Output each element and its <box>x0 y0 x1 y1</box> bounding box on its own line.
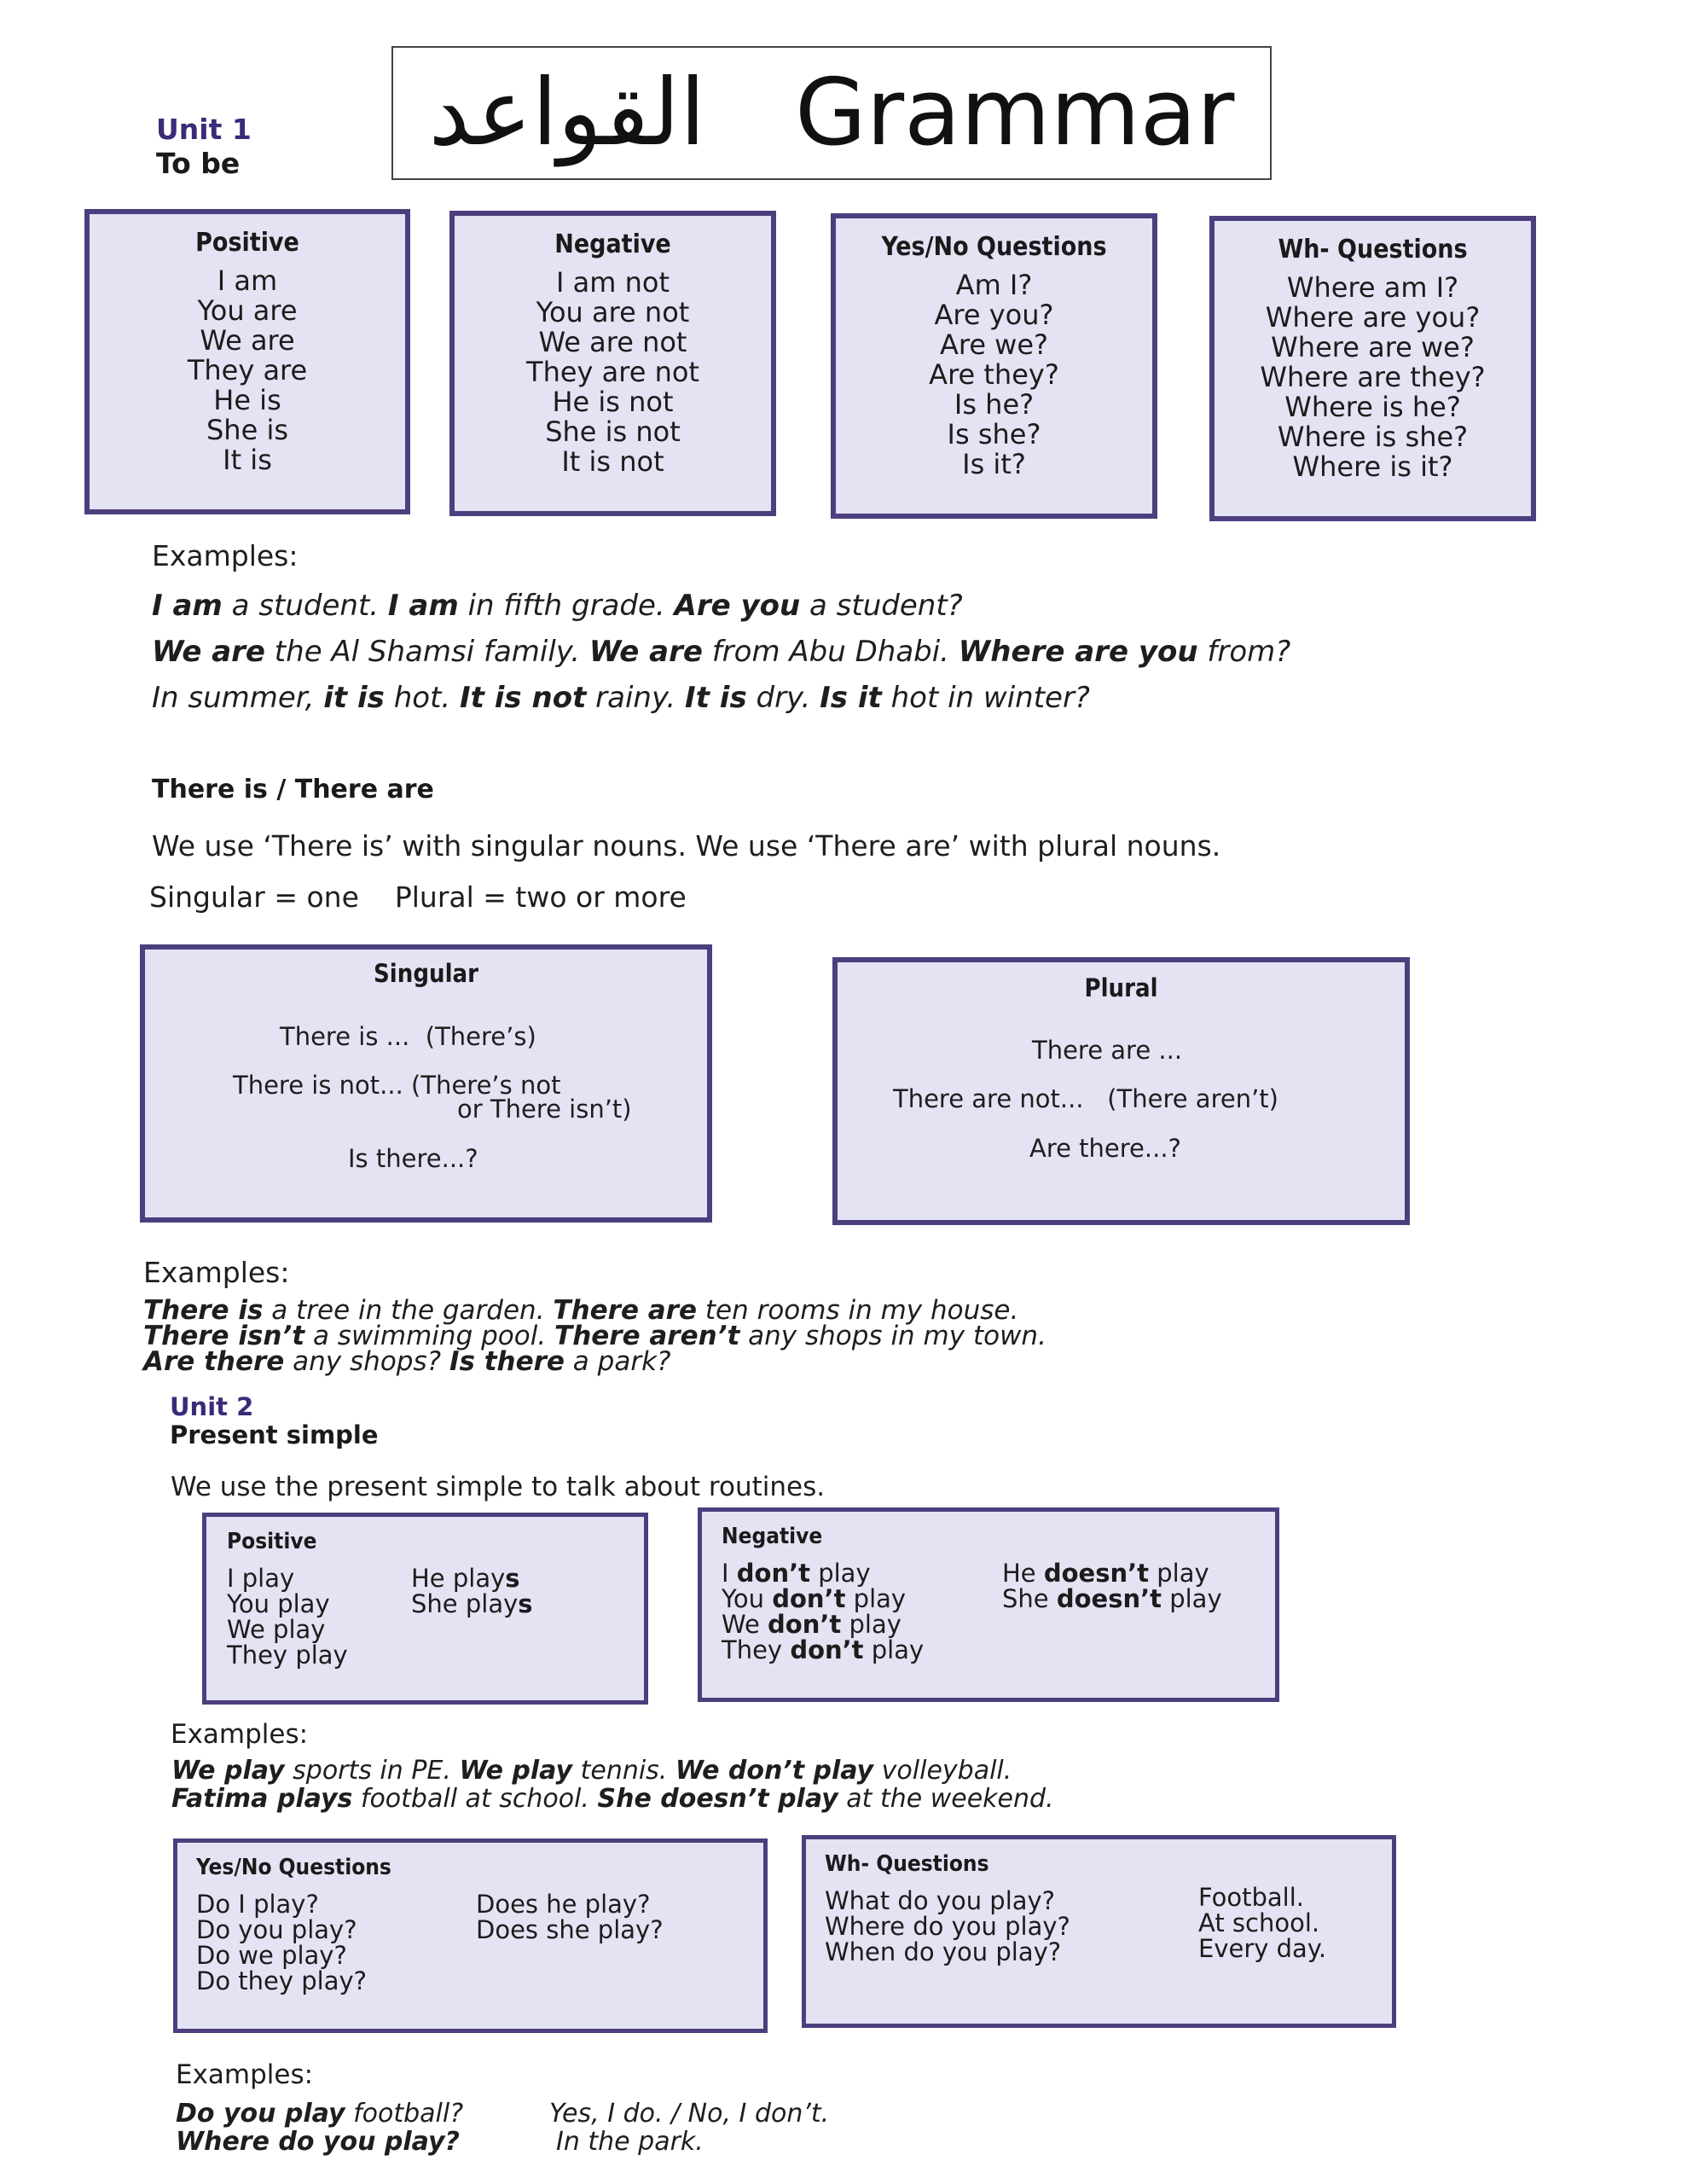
qa-answer: Yes, I do. / No, I don’t. <box>549 2099 830 2129</box>
singular-plural-note: Singular = one Plural = two or more <box>149 880 687 914</box>
negative-lines <box>455 268 771 477</box>
plain-text: any shops in my town. <box>739 1321 1046 1351</box>
singular-line2b: or There isn’t) <box>457 1095 632 1124</box>
present-yesno-heading: Yes/No Questions <box>196 1855 391 1880</box>
table-line: Are we? <box>939 328 1049 361</box>
suffix-s: s <box>518 1589 533 1618</box>
present-negative-col1 <box>722 1560 924 1663</box>
page-title-box <box>391 46 1272 180</box>
present-positive-col1 <box>227 1565 348 1668</box>
plain-text: a student? <box>800 589 963 623</box>
plain-text: hot in winter? <box>881 681 1090 715</box>
yesno-table <box>831 213 1157 519</box>
example-sentence <box>152 635 1290 669</box>
list-item: Football. <box>1198 1883 1305 1912</box>
list-item: At school. <box>1198 1908 1320 1937</box>
list-item-bold: don’t <box>772 1584 846 1613</box>
plain-text: in fifth grade. <box>458 589 675 623</box>
plain-text: In summer, <box>152 681 324 715</box>
list-item: Do you play? <box>196 1915 357 1944</box>
list-item-post: play <box>1149 1559 1209 1588</box>
list-item: Do we play? <box>196 1941 347 1970</box>
list-item-pre: They <box>722 1635 791 1664</box>
list-item <box>722 1637 924 1663</box>
plain-text: tennis. <box>572 1756 675 1786</box>
present-positive-heading: Positive <box>227 1529 317 1554</box>
list-item <box>722 1586 924 1612</box>
table-line: Is she? <box>947 418 1041 450</box>
yesno-heading: Yes/No Questions <box>881 232 1107 262</box>
there-rule: We use ‘There is’ with singular nouns. We use ‘There are’ with plural nouns. <box>152 829 1221 863</box>
singular-line3: Is there...? <box>348 1144 478 1173</box>
table-line: Is it? <box>962 448 1026 480</box>
emphasis-text: It is not <box>460 681 587 715</box>
plain-text: a tree in the garden. <box>263 1295 554 1326</box>
emphasis-text: There isn’t <box>143 1321 305 1351</box>
list-item <box>722 1612 924 1637</box>
list-item-pre: I <box>722 1559 737 1588</box>
table-line: Where am I? <box>1286 271 1459 304</box>
emphasis-text: Where are you <box>958 635 1198 669</box>
list-item <box>1002 1560 1222 1586</box>
list-item <box>1002 1586 1222 1612</box>
present-positive-box <box>202 1513 648 1705</box>
emphasis-text: Are you <box>674 589 801 623</box>
list-item: What do you play? <box>825 1886 1056 1915</box>
example-sentence <box>152 589 963 623</box>
suffix-s: s <box>505 1564 520 1593</box>
plural-line1: There are ... <box>1032 1036 1183 1065</box>
table-line: We are <box>200 324 295 357</box>
emphasis-text: There are <box>553 1295 697 1326</box>
negative-heading: Negative <box>554 229 671 259</box>
list-item-post: play <box>863 1635 925 1664</box>
present-wh-box <box>802 1835 1396 2028</box>
plain-text: a park? <box>564 1346 671 1377</box>
plain-text: ten rooms in my house. <box>697 1295 1019 1326</box>
table-line: I am not <box>556 266 670 299</box>
qa-question <box>176 2127 460 2157</box>
table-line: Where are we? <box>1271 331 1475 363</box>
qa-question <box>176 2099 463 2129</box>
plain-text: sports in PE. <box>284 1756 460 1786</box>
plural-box <box>832 957 1410 1225</box>
present-negative-box <box>698 1507 1279 1702</box>
title-english: Grammar <box>795 59 1235 166</box>
list-item: You play <box>227 1589 330 1618</box>
qa-question-bold: Where do you play? <box>176 2127 460 2157</box>
unit2-intro: We use the present simple to talk about routines. <box>171 1472 826 1502</box>
wh-heading: Wh- Questions <box>1278 235 1468 264</box>
plain-text: from Abu Dhabi. <box>702 635 959 669</box>
list-item-post: play <box>1162 1584 1222 1613</box>
plain-text: a student. <box>222 589 388 623</box>
list-item-pre: She <box>1002 1584 1057 1613</box>
emphasis-text: There is <box>143 1295 264 1326</box>
unit2-number: Unit 2 <box>170 1392 254 1421</box>
qa-question-bold: Do you play <box>176 2099 345 2129</box>
present-negative-heading: Negative <box>722 1524 823 1549</box>
table-line: You are not <box>536 296 690 328</box>
table-line: It is not <box>561 445 664 478</box>
unit1-examples2-label: Examples: <box>143 1256 290 1289</box>
title-arabic: القواعد <box>428 59 706 166</box>
list-item <box>411 1591 533 1617</box>
list-item: When do you play? <box>825 1937 1062 1966</box>
list-item-bold: doesn’t <box>1056 1584 1162 1613</box>
emphasis-text: Are there <box>143 1346 285 1377</box>
emphasis-text: Is there <box>449 1346 565 1377</box>
present-wh-col2 <box>1198 1885 1326 1961</box>
list-item: I play <box>227 1564 295 1593</box>
list-item-bold: don’t <box>768 1610 842 1639</box>
list-item-text: He play <box>411 1564 506 1593</box>
present-positive-col2 <box>411 1565 533 1617</box>
emphasis-text: I am <box>387 589 459 623</box>
list-item: Does she play? <box>476 1915 664 1944</box>
table-line: We are not <box>538 326 687 358</box>
example-sentence <box>171 1756 1012 1786</box>
table-line: Where is he? <box>1284 391 1461 423</box>
emphasis-text: She doesn’t play <box>597 1784 838 1814</box>
list-item: They play <box>227 1641 348 1670</box>
positive-lines <box>90 266 405 475</box>
positive-heading: Positive <box>195 228 299 258</box>
list-item-pre: You <box>722 1584 773 1613</box>
plain-text: from? <box>1197 635 1291 669</box>
wh-table <box>1209 216 1536 521</box>
example-sentence <box>152 681 1090 715</box>
present-yesno-col1 <box>196 1891 367 1994</box>
list-item-pre: He <box>1002 1559 1044 1588</box>
unit2-examples-label: Examples: <box>171 1719 309 1750</box>
table-line: I am <box>217 264 278 297</box>
table-line: He is <box>213 384 281 416</box>
wh-lines <box>1215 273 1531 482</box>
table-line: They are <box>187 354 308 386</box>
emphasis-text: We are <box>588 635 703 669</box>
plain-text: at the weekend. <box>838 1784 1054 1814</box>
list-item: Do I play? <box>196 1890 319 1919</box>
list-item <box>722 1560 924 1586</box>
list-item: Do they play? <box>196 1966 368 1995</box>
table-line: Are you? <box>934 299 1054 331</box>
singular-box <box>140 944 712 1223</box>
table-line: They are not <box>526 356 699 388</box>
table-line: Where is it? <box>1292 450 1453 483</box>
list-item-pre: We <box>722 1610 768 1639</box>
negative-table <box>449 211 776 516</box>
unit1-name: To be <box>156 147 241 180</box>
plain-text: hot. <box>384 681 461 715</box>
example-sentence <box>171 1784 1054 1814</box>
example-sentence <box>143 1346 670 1377</box>
list-item <box>411 1565 533 1591</box>
plain-text: dry. <box>746 681 820 715</box>
table-line: Am I? <box>955 269 1033 301</box>
present-wh-col1 <box>825 1888 1070 1965</box>
yesno-lines <box>836 270 1152 479</box>
qa-question-rest: football? <box>345 2099 464 2129</box>
list-item-bold: don’t <box>736 1559 810 1588</box>
list-item-post: play <box>845 1584 907 1613</box>
unit1-examples-label: Examples: <box>152 539 299 572</box>
singular-heading: Singular <box>374 959 478 988</box>
plural-heading: Plural <box>1084 973 1158 1002</box>
list-item: We play <box>227 1615 326 1644</box>
emphasis-text: We play <box>459 1756 573 1786</box>
plain-text: a swimming pool. <box>304 1321 555 1351</box>
plain-text: any shops? <box>284 1346 449 1377</box>
unit2-examples2-label: Examples: <box>176 2059 314 2090</box>
there-heading: There is / There are <box>152 775 434 804</box>
qa-answer: In the park. <box>556 2127 704 2157</box>
positive-table <box>84 209 410 514</box>
unit2-name: Present simple <box>170 1420 379 1449</box>
plain-text: rainy. <box>586 681 686 715</box>
present-negative-col2 <box>1002 1560 1222 1612</box>
emphasis-text: it is <box>323 681 385 715</box>
plain-text: football at school. <box>352 1784 598 1814</box>
plural-line2: There are not... (There aren’t) <box>893 1084 1278 1113</box>
unit1-number: Unit 1 <box>156 113 252 146</box>
table-line: Is he? <box>954 388 1035 421</box>
list-item-bold: doesn’t <box>1043 1559 1150 1588</box>
list-item-bold: don’t <box>790 1635 864 1664</box>
singular-line2: There is not... (There’s not <box>233 1071 561 1100</box>
table-line: It is <box>223 444 272 476</box>
table-line: Where are they? <box>1260 361 1486 393</box>
emphasis-text: Is it <box>820 681 882 715</box>
emphasis-text: It is <box>685 681 747 715</box>
present-yesno-box <box>173 1838 768 2033</box>
emphasis-text: We play <box>171 1756 285 1786</box>
list-item-post: play <box>810 1559 871 1588</box>
table-line: Where are you? <box>1265 301 1481 334</box>
list-item: Does he play? <box>476 1890 651 1919</box>
list-item-text: She play <box>411 1589 519 1618</box>
present-wh-heading: Wh- Questions <box>825 1851 989 1877</box>
table-line: You are <box>197 294 298 327</box>
list-item: Every day. <box>1198 1934 1327 1963</box>
emphasis-text: There aren’t <box>554 1321 740 1351</box>
table-line: Where is she? <box>1277 421 1469 453</box>
table-line: She is <box>206 414 288 446</box>
present-yesno-col2 <box>476 1891 664 1943</box>
table-line: He is not <box>552 386 674 418</box>
emphasis-text: I am <box>152 589 223 623</box>
list-item-post: play <box>841 1610 901 1639</box>
plain-text: the Al Shamsi family. <box>265 635 589 669</box>
emphasis-text: We don’t play <box>675 1756 874 1786</box>
emphasis-text: Fatima plays <box>171 1784 353 1814</box>
table-line: Are they? <box>929 358 1059 391</box>
singular-line1: There is ... (There’s) <box>280 1022 536 1051</box>
plain-text: volleyball. <box>873 1756 1012 1786</box>
emphasis-text: We are <box>152 635 265 669</box>
table-line: She is not <box>545 415 681 448</box>
list-item: Where do you play? <box>825 1912 1070 1941</box>
plural-line3: Are there...? <box>1029 1134 1181 1163</box>
